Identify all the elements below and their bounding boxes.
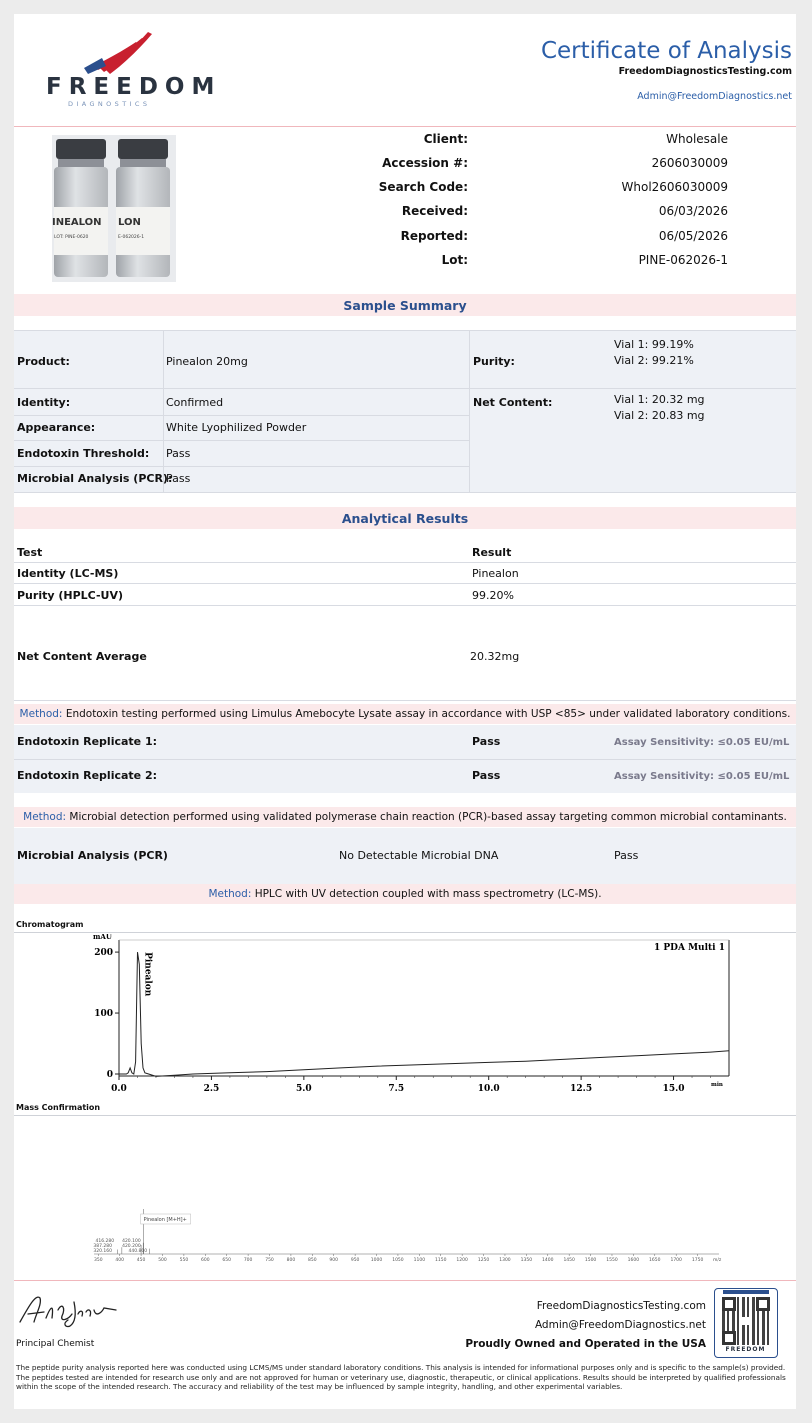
y-tick-label: 200 <box>94 948 113 959</box>
product-photo <box>52 135 176 282</box>
peak-mz-label: 420.200 <box>122 1244 141 1249</box>
header-email: Admin@FreedomDiagnostics.net <box>637 91 792 102</box>
chromatogram-title: Chromatogram <box>16 920 84 929</box>
x-tick-label: 450 <box>136 1258 146 1263</box>
net-content-vial-2: Vial 2: 20.83 mg <box>614 409 705 422</box>
product-label: Product: <box>17 355 70 368</box>
info-value: Wholesale <box>666 132 728 146</box>
endotoxin-replicate-2-sensitivity: Assay Sensitivity: ≤0.05 EU/mL <box>614 771 790 782</box>
mass-spectrum-chart <box>74 1194 724 1264</box>
peak-mz-label: 387.280 <box>93 1244 113 1249</box>
purity-label: Purity: <box>473 355 515 368</box>
x-tick-label: 1450 <box>563 1258 575 1263</box>
peak-label: Pinealon <box>142 952 153 997</box>
purity-vial-2: Vial 2: 99.21% <box>614 354 694 367</box>
footer-email: Admin@FreedomDiagnostics.net <box>534 1319 706 1331</box>
info-label: Client: <box>423 132 468 146</box>
vial-cap <box>56 139 106 159</box>
x-tick-label: 1200 <box>456 1258 468 1263</box>
endotoxin-threshold-label: Endotoxin Threshold: <box>17 447 150 460</box>
vial-label: LON E-062026-1 <box>116 207 170 255</box>
microbial-analysis-detail: No Detectable Microbial DNA <box>339 849 499 862</box>
x-tick-label: 1600 <box>627 1258 640 1263</box>
x-axis-label: min <box>711 1082 723 1088</box>
x-tick-label: 650 <box>222 1258 232 1263</box>
x-tick-label: 1750 <box>691 1258 704 1263</box>
net-content-average-label: Net Content Average <box>17 650 147 663</box>
qr-badge <box>714 1288 778 1358</box>
x-tick-label: 7.5 <box>388 1084 405 1094</box>
net-content-vial-1: Vial 1: 20.32 mg <box>614 393 705 406</box>
legend: 1 PDA Multi 1 <box>654 943 725 953</box>
appearance-value: White Lyophilized Powder <box>166 421 307 434</box>
x-tick-label: 1100 <box>413 1258 426 1263</box>
net-content-average-value: 20.32mg <box>470 650 520 663</box>
vial-body <box>54 167 108 277</box>
x-tick-label: 750 <box>265 1258 274 1263</box>
analytical-test: Identity (LC-MS) <box>17 567 119 580</box>
analytical-result: 99.20% <box>472 589 514 602</box>
y-tick-label: 100 <box>94 1009 113 1020</box>
info-value: 2606030009 <box>651 156 728 170</box>
endotoxin-replicate-1-result: Pass <box>472 735 501 748</box>
x-tick-label: 1000 <box>370 1258 383 1263</box>
identity-label: Identity: <box>17 396 71 409</box>
x-tick-label: 1550 <box>606 1258 618 1263</box>
info-value: 06/03/2026 <box>658 204 728 218</box>
x-tick-label: 1300 <box>499 1258 511 1263</box>
logo-subtitle: DIAGNOSTICS <box>68 100 151 108</box>
signature-image <box>16 1288 126 1330</box>
x-tick-label: 1350 <box>520 1258 533 1263</box>
endotoxin-replicate-2-label: Endotoxin Replicate 2: <box>17 769 158 782</box>
analytical-result: Pinealon <box>472 567 519 580</box>
qr-code-icon <box>722 1297 770 1345</box>
annotation-label: Pinealon [M+H]+ <box>143 1217 187 1223</box>
endotoxin-replicate-1-label: Endotoxin Replicate 1: <box>17 735 158 748</box>
endotoxin-replicate-1-sensitivity: Assay Sensitivity: ≤0.05 EU/mL <box>614 737 790 748</box>
logo-wordmark: FREEDOM <box>46 74 222 100</box>
col-header-result: Result <box>472 546 512 559</box>
appearance-label: Appearance: <box>17 421 96 434</box>
endotoxin-method: Method: Endotoxin testing performed using Limulus Amebocyte Lysate assay in accordance with USP <85> under validated laboratory conditions. <box>19 708 791 720</box>
x-tick-label: 350 <box>93 1258 103 1263</box>
x-tick-label: 2.5 <box>203 1084 220 1094</box>
info-label: Reported: <box>400 229 468 243</box>
x-tick-label: 1650 <box>649 1258 661 1263</box>
x-tick-label: 15.0 <box>662 1084 685 1094</box>
disclaimer: The peptide purity analysis reported here was conducted using LCMS/MS under standard laboratory conditions. This analysis is intended for informational purposes only and is specific to the sample(s) provided. The peptides tested are intended for research use only and are not approved for human or veterinary use, diagnostic, therapeutic, or clinical applications. Results should be interpreted by qualified professionals within the scope of the intended research. The accuracy and reliability of the test may be influenced by sample integrity, handling, and other experimental variables. <box>16 1363 786 1392</box>
info-value: Whol2606030009 <box>621 180 728 194</box>
chromatogram-chart <box>74 934 734 1094</box>
x-tick-label: 900 <box>329 1258 339 1263</box>
info-label: Lot: <box>441 253 468 267</box>
peak-mz-label: 416.280 <box>95 1239 115 1244</box>
microbial-label: Microbial Analysis (PCR): <box>17 472 173 485</box>
chromatogram-trace <box>119 952 729 1076</box>
qr-caption: FREEDOM <box>725 1346 766 1353</box>
x-tick-label: 550 <box>179 1258 189 1263</box>
certificate-page <box>14 14 796 1409</box>
col-header-test: Test <box>17 546 43 559</box>
analytical-test: Purity (HPLC-UV) <box>17 589 124 602</box>
x-tick-label: 1050 <box>392 1258 404 1263</box>
footer-website: FreedomDiagnosticsTesting.com <box>536 1300 706 1312</box>
endotoxin-threshold-value: Pass <box>166 447 191 460</box>
hplc-method: Method: HPLC with UV detection coupled with mass spectrometry (LC-MS). <box>208 888 602 900</box>
page-title: Certificate of Analysis <box>540 38 792 64</box>
microbial-value: Pass <box>166 472 191 485</box>
info-label: Accession #: <box>382 156 468 170</box>
microbial-method: Method: Microbial detection performed using validated polymerase chain reaction (PCR)-based assay targeting common microbial contaminants. <box>23 811 787 823</box>
x-tick-label: 1150 <box>435 1258 447 1263</box>
x-axis-label: m/z <box>713 1258 722 1263</box>
header-website: FreedomDiagnosticsTesting.com <box>618 66 792 77</box>
info-value: PINE-062026-1 <box>638 253 728 267</box>
info-label: Received: <box>401 204 468 218</box>
vial-label: INEALON LOT: PINE-0620 <box>54 207 108 255</box>
section-title-sample-summary: Sample Summary <box>343 298 467 313</box>
y-tick-label: 0 <box>106 1070 113 1080</box>
footer-tagline: Proudly Owned and Operated in the USA <box>465 1338 706 1350</box>
x-tick-label: 800 <box>286 1258 296 1263</box>
x-tick-label: 850 <box>308 1258 317 1263</box>
net-content-label: Net Content: <box>473 396 553 409</box>
identity-value: Confirmed <box>166 396 224 409</box>
x-tick-label: 700 <box>243 1258 253 1263</box>
x-tick-label: 1700 <box>670 1258 682 1263</box>
x-tick-label: 12.5 <box>570 1084 593 1094</box>
peak-mz-label: 420.100 <box>122 1239 141 1244</box>
x-tick-label: 1250 <box>477 1258 490 1263</box>
product-value: Pinealon 20mg <box>166 355 248 368</box>
signer-role: Principal Chemist <box>16 1339 95 1349</box>
vial-cap <box>118 139 168 159</box>
section-title-analytical-results: Analytical Results <box>341 511 469 526</box>
mass-confirmation-title: Mass Confirmation <box>16 1103 101 1112</box>
microbial-analysis-label: Microbial Analysis (PCR) <box>17 849 168 862</box>
x-tick-label: 950 <box>350 1258 360 1263</box>
info-label: Search Code: <box>378 180 468 194</box>
x-tick-label: 1500 <box>584 1258 597 1263</box>
x-tick-label: 5.0 <box>296 1084 312 1094</box>
info-value: 06/05/2026 <box>658 229 728 243</box>
x-tick-label: 1400 <box>542 1258 554 1263</box>
logo-flag-icon <box>76 24 162 80</box>
peak-mz-label: 320.160 <box>93 1249 113 1254</box>
x-tick-label: 600 <box>201 1258 210 1263</box>
peak-mz-label: 440.800 <box>128 1249 148 1254</box>
x-tick-label: 0.0 <box>111 1084 127 1094</box>
microbial-analysis-result: Pass <box>614 849 639 862</box>
vial-body <box>116 167 170 277</box>
header-divider <box>14 126 796 127</box>
y-axis-label: mAU <box>93 934 112 941</box>
endotoxin-replicate-2-result: Pass <box>472 769 501 782</box>
x-tick-label: 10.0 <box>477 1084 500 1094</box>
x-tick-label: 500 <box>158 1258 167 1263</box>
purity-vial-1: Vial 1: 99.19% <box>614 338 694 351</box>
x-tick-label: 400 <box>115 1258 124 1263</box>
